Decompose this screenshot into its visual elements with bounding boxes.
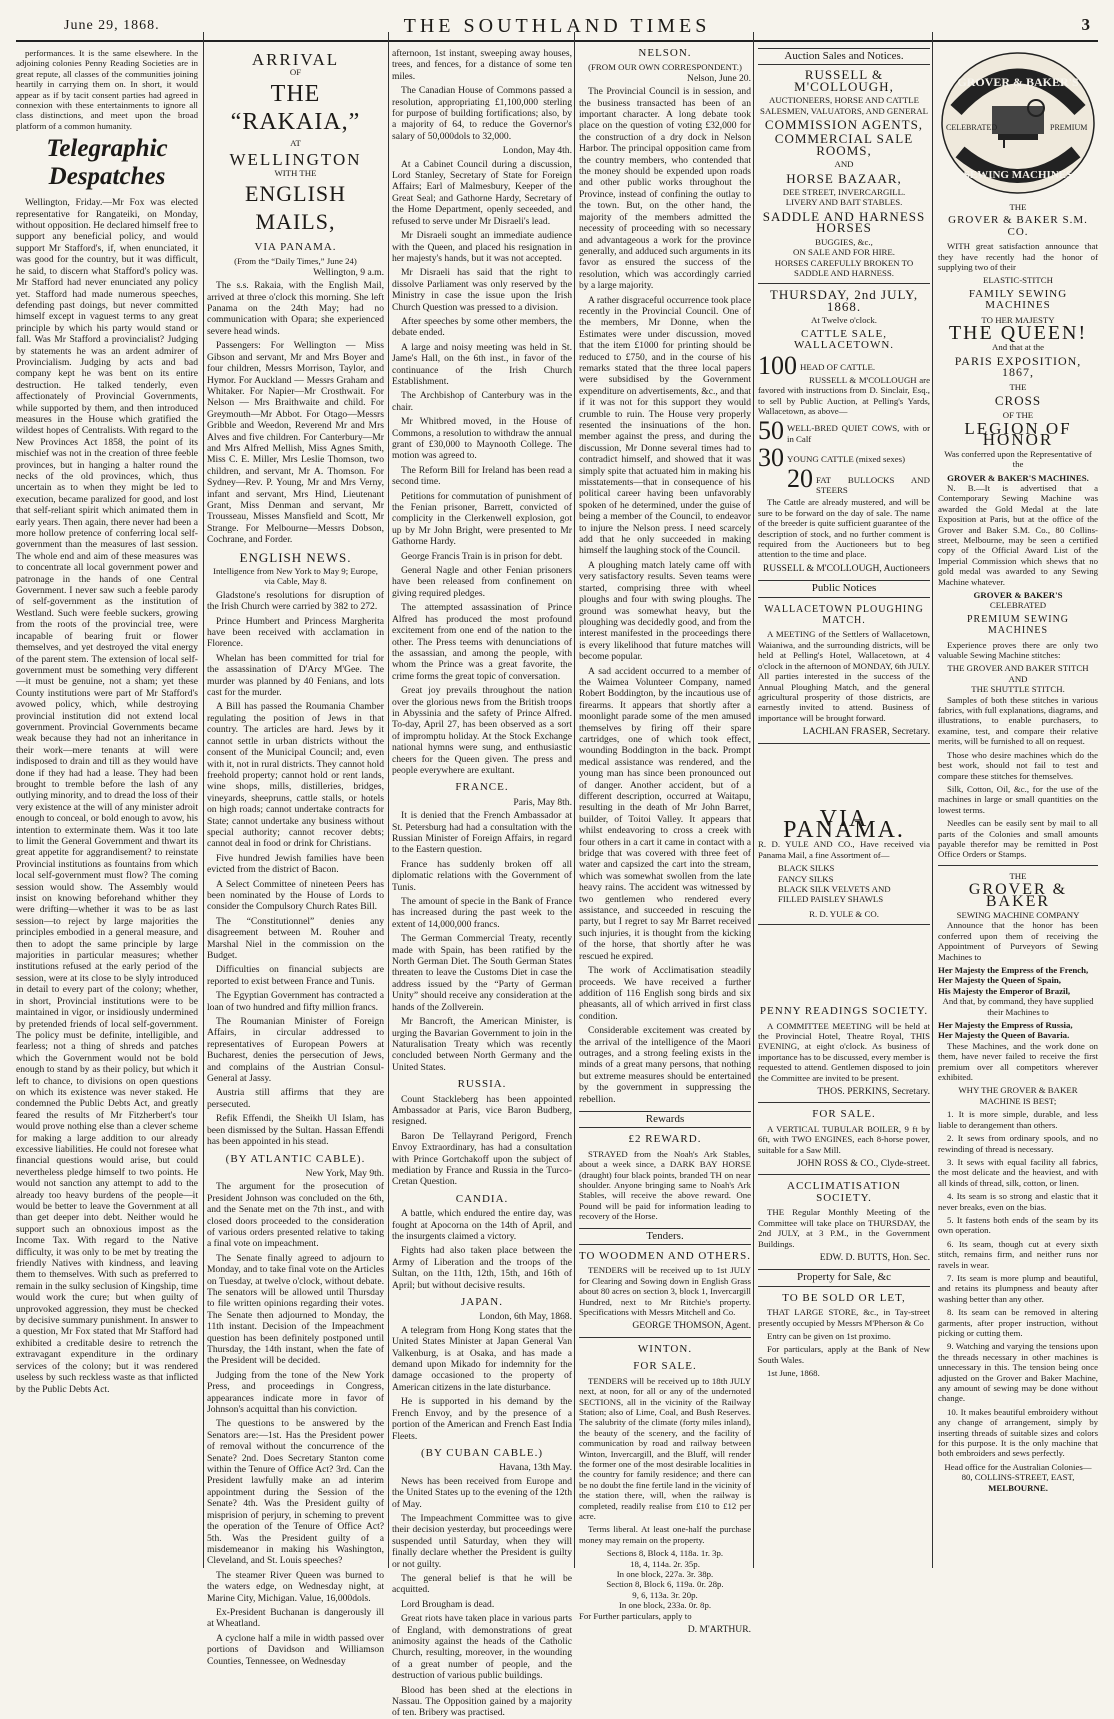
section-list-item: Sections 8, Block 4, 118a. 1r. 3p. (606, 1548, 724, 1559)
stock-count: 30 (758, 443, 784, 473)
dateline: New York, May 9th. (305, 1167, 384, 1179)
cattle-note: The Cattle are already mustered, and will be sure to be forward on the day of sale. The name of the breeder is quite sufficient guarantee of the description of stock, and no further comment is required from the Auctioneers but to beg attention to the time and place. (758, 497, 930, 560)
correspondent-note: (FROM OUR OWN CORRESPONDENT.) (588, 62, 742, 73)
sewing-machine-icon (992, 106, 1044, 134)
nb-text: N. B.—It is advertised that a Contemporary Sewing Machine was awarded the Gold Medal at the late Exposition at Paris, but at the office of the Grover and Baker S.M. Co., 80 Collins-street, Melbourne, may be seen a certified copy of the Official Award List of the Imperial Commission which shews that no gold medal was awarded to any Sewing Machine whatever. (938, 482, 1098, 587)
royal-patron: Her Majesty the Empress of Russia, (938, 1020, 1073, 1031)
royal-patron: Her Majesty the Queen of Spain, (938, 975, 1061, 986)
those-text: Those who desire machines which do the best work, should not fail to test and compare these stitches for themselves. (938, 749, 1098, 781)
conferred-text: Was conferred upon the Representative of the (944, 448, 1092, 470)
stock-label: FAT BULLOCKS AND STEERS (816, 474, 930, 495)
news-item: The steamer River Queen was burned to the waters edge, on Wednesday night, at Marine City, Michigan. Value, 16,000dols. (207, 1569, 384, 1604)
section-list-item: 18, 4, 114a. 2r. 35p. (630, 1558, 700, 1569)
headline-with-the: WITH THE (274, 167, 317, 178)
penny-readings-signature: THOS. PERKINS, Secretary. (817, 1086, 930, 1098)
news-item: The attempted assassination of Prince Alfred has produced the most profound excitement from one end of the nation to the other. The Press teems with denunciations of the assassian, and among the people, with whom the Prince was a great favorite, the crime forms the great topic of conversation. (392, 602, 572, 682)
passenger-list: Passengers: For Wellington — Miss Gibson and servant, Mr and Mrs Boyer and four children, Messrs Morrison, Taylor, and Hymor. For Auckland — Messrs Graham and Whitaker. For Napier—Mr Crosthwait. For Nelson — Mrs Braithwaite and child. For Greymouth—Mr Abbot. For Otago—Messrs Gribble and Weedon, Reverend Mr and Mrs Alves and five children. For Canterbury—Mr and Mrs Alfred Mellish, Miss Agnes Smith, Miss C. E. Miller, Mrs Leslie Thomson, two children, and servant, Mr A. Thomson. For Sydney—Rev. P. Young, Mr and Mrs Verny, infant and servant, Mrs Hind, Lieutenant Grant, Miss Denman and servant, Mr Trousseau, Misses Mansfield and Scott, Mr Strange. For Melbourne—Messrs Dobson, Cochrane, and Forder. (207, 340, 384, 546)
news-item: The Senate finally agreed to adjourn to Monday, and to take final vote on the Articles on Tuesday, at twelve o'clock, without debate. The senators will be allowed until Thursday to file written opinions regarding their votes. The Senate then adjourned to Monday, the 11th instant. Decision of the Impeachment question has been definitely postponed until Thursday, the 14th instant, when the fate of the President will be decided. (207, 1252, 384, 1367)
stock-line (758, 416, 930, 446)
news-item: Gladstone's resolutions for disruption of the Irish Church were carried by 382 to 272. (207, 589, 384, 613)
livery-text: LIVERY AND BAIT STABLES. (785, 197, 903, 208)
paris-exposition: PARIS EXPOSITION, 1867, (954, 353, 1082, 380)
headline-france: FRANCE. (455, 781, 509, 794)
office-city: MELBOURNE. (988, 1482, 1048, 1493)
news-item: Austria still affirms that they are persecuted. (207, 1087, 384, 1110)
celebrated: CELEBRATED (989, 600, 1047, 611)
yule-signature: R. D. YULE & CO. (809, 908, 879, 919)
the-text: THE (1009, 870, 1027, 881)
news-item: afternoon, 1st instant, sweeping away houses, trees, and fences, for a distance of some ten miles. (392, 48, 572, 82)
acclimatisation-signature: EDW. D. BUTTS, Hon. Sec. (819, 1251, 930, 1263)
news-item: A Select Committee of nineteen Peers has been nominated by the House of Lords to consider the Compulsory Church Rates Bill. (207, 878, 384, 913)
news-item: Count Stackleberg has been appointed Ambassador at Paris, vice Baron Budberg, resigned. (392, 1093, 572, 1128)
section-list-item: In one block, 227a. 3r. 38p. (616, 1569, 714, 1579)
news-item: The Reform Bill for Ireland has been read a second time. (392, 464, 572, 488)
news-item: The amount of specie in the Bank of France has increased during the past week to the extent of 14,000,000 francs. (392, 896, 572, 930)
tender-title: TO WOODMEN AND OTHERS. (579, 1250, 751, 1263)
news-item: The Archbishop of Canterbury was in the chair. (392, 390, 572, 413)
section-heading-auction: Auction Sales and Notices. (758, 48, 930, 65)
boiler-signature: JOHN ROSS & CO., Clyde-street. (797, 1158, 930, 1170)
buggies-text: BUGGIES, &c., (815, 236, 873, 247)
article-paragraph: Considerable excitement was created by the arrival of the intelligence of the Maori outrages, and a strong feeling exists in the minds of a great many persons, that nothing but extreme measures should be entertained by the government in suppressing the rebellion. (579, 1025, 751, 1105)
apply-signature: D. M'ARTHUR. (687, 1624, 751, 1636)
for-sale-heading: FOR SALE. (633, 1360, 697, 1373)
logo-right-text: PREMIUM (1050, 123, 1088, 132)
headline-nelson: NELSON. (638, 47, 692, 59)
article-paragraph: The s.s. Rakaia, with the English Mail, arrived at three o'clock this morning. She left Panama on the 24th May; had no communication with Opara; she experienced severe head winds. (207, 280, 384, 337)
to-be-sold-heading: TO BE SOLD OR LET, (782, 1291, 906, 1304)
news-item: General Nagle and other Fenian prisoners have been released from confinement on giving required pledges. (392, 565, 572, 599)
company-name: GROVER & BAKER S.M. CO. (948, 214, 1088, 238)
divider (758, 1102, 930, 1103)
news-item: The general belief is that he will be acquitted. (392, 1572, 572, 1596)
divider (579, 1337, 751, 1338)
column-3 (392, 48, 572, 1719)
dateline: London, May 4th. (502, 145, 572, 157)
news-item: Five hundred Jewish families have been evicted from the district of Bacon. (207, 852, 384, 876)
yule-item: BLACK SILK VELVETS AND (778, 883, 891, 894)
head-office: Head office for the Australian Colonies— (944, 1461, 1092, 1472)
article-paragraph: A rather disgraceful occurrence took place recently in the Provincial Council. One of the members, Mr Donne, when the Estimates were under discussion, moved that the item £1000 for printing should be reduced to £750, and in the course of his remarks stated that the three local papers were subsidised by the Government expenditure on advertisements, &c., and that if it was not for this support they would crumble to ruin. The House very properly resented the insinuations of the hon. member against the press, and during the discussion, Mr Donne several times had to contradict himself, and showed that it was simply spite that actuated him in making his misstatements—that in consequence of his political career having been unfavorably spoken of he determined, under the guise of being a member of the Council, to endeavor to injure the Nelson press. I need scarcely add that he only succeeded in making himself the laughing stock of the Council. (579, 294, 751, 557)
royal-patron: Her Majesty the Empress of the French, (938, 965, 1089, 975)
article-paragraph: A ploughing match lately came off with very satisfactory results. Seven teams were started, comprising three with wheel ploughs and four with swing ploughs. The ground was somewhat heavy, but the ploughing was decidedly good, and from the interest manifested in the proceedings there is every likelihood that future matches will become popular. (579, 559, 751, 663)
news-item: Fights had also taken place between the Army of Liberation and the troops of the Sultan, on the 11th, 12th, 15th, and 16th of April; but without decisive results. (392, 1245, 572, 1291)
tender-text: TENDERS will be received up to 1st JULY for Clearing and Sowing down in English Grass about 80 acres on section 3, block 1, Invercargill Hundred, next to Mr Ritchie's property. Specifications with Messrs Mitchell and Co. (579, 1265, 751, 1318)
ploughing-match-signature: LACHLAN FRASER, Secretary. (802, 726, 930, 738)
news-item: A cyclone half a mile in width passed over portions of Davidson and Williamson Counties, Tennessee, on Wednesday (207, 1632, 384, 1667)
news-item: The “Constitutionnel” denies any disagreement between M. Rouher and Marshal Niel in the commission on the Budget. (207, 915, 384, 961)
premium-machines: PREMIUM SEWING MACHINES (966, 613, 1070, 637)
stock-line (758, 351, 930, 381)
news-item: The Egyptian Government has contracted a loan of two hundred and fifty million francs. (207, 990, 384, 1013)
firm-description: AUCTIONEERS, HORSE AND CATTLE SALESMEN, VALUATORS, AND GENERAL (760, 95, 928, 116)
tender-signature: GEORGE THOMSON, Agent. (632, 1320, 751, 1332)
ploughing-match-text: A MEETING of the Settlers of Wallacetown, Waianiwa, and the surrounding districts, will be held at Pelling's Hotel, Wallacetown, at 4 o'clock in the afternoon of MONDAY, 6th JULY. All parties interested in the success of the Annual Ploughing Match, and the general agricultural prosperity of those districts, are earnestly invited to attend. Business of importance will be brought forward. (758, 629, 930, 723)
news-item: Great joy prevails throughout the nation over the glorious news from the British troops in Abyssinia and the safety of Prince Alfred. To-day, April 27, has been observed as a sort of impromptu holiday. At the Stock Exchange national hymns were sung, and enthusiastic cheers for the Queen given. The press and people everywhere are exultant. (392, 685, 572, 776)
article-paragraph: The Provincial Council is in session, and the business transacted has been of an important character. A long debate took place on the question of voting £32,000 for the construction of a dry dock in Nelson Harbor. The principal opposition came from the country members, who contended that the money should be expended upon roads and other public works throughout the Province, instead of confining the outlay to the town. But, on the other hand, the majority of the members admitted the necessity of proceeding with so necessary and advantageous a work for the province generally, and adduced such arguments in its favor as ensured the success of the resolution, which was accordingly carried by a large majority. (579, 86, 751, 292)
news-item: Refik Effendi, the Sheikh Ul Islam, has been dismissed by the Sultan. Hassan Effendi has been appointed in his stead. (207, 1113, 384, 1148)
article-paragraph: The work of Acclimatisation steadily proceeds. We have received a further addition of 116 English song birds and six pheasants, all of which arrived in first class condition. (579, 965, 751, 1022)
news-item: Prince Humbert and Princess Margherita have been received with acclamation in Florence. (207, 615, 384, 650)
reason-item: 9. Watching and varying the tensions upon the threads necessary in other machines is unnecessary in this. The tension being once adjusted on the Grover and Baker Machine, any amount of sewing may be done without change. (938, 1341, 1098, 1404)
divider (758, 283, 930, 284)
section-list-item: In one block, 233a. 0r. 8p. (618, 1600, 712, 1611)
news-item: A battle, which endured the entire day, was fought at Apocorna on the 14th of April, and the insurgents claimed a victory. (392, 1208, 572, 1242)
sale-date: THURSDAY, 2nd JULY, 1868. (769, 287, 919, 314)
honor-text: Announce that the honor has been conferred upon them of receiving the Appointment of Purveyors of Sewing Machines to (938, 920, 1098, 962)
boiler-text: A VERTICAL TUBULAR BOILER, 9 ft by 6ft, with TWO ENGINES, each 8-horse power, suitable for a Saw Mill. (758, 1123, 930, 1155)
news-item: Mr Disraeli has said that the right to dissolve Parliament was only reserved by the Ministry in case the issue upon the Irish Church Question was pressed to a division. (392, 267, 572, 313)
column-4 (579, 47, 751, 1636)
stitch-type: THE GROVER AND BAKER STITCH (947, 663, 1089, 674)
penny-readings-heading: PENNY READINGS SOCIETY. (759, 1005, 929, 1018)
blank-space (758, 749, 930, 811)
royal-patron: Her Majesty the Queen of Bavaria. (938, 1030, 1070, 1041)
and-text: AND (1008, 673, 1028, 684)
harness-text: SADDLE AND HARNESS. (794, 267, 894, 278)
legion-of-honor: LEGION OF HONOR (964, 418, 1072, 450)
news-item: News has been received from Europe and the United States up to the evening of the 12th of May. (392, 1475, 572, 1510)
cattle-sale-heading: CATTLE SALE, WALLACETOWN. (793, 327, 895, 351)
news-item: The Roumanian Minister of Foreign Affairs, in circular addressed to representatives of European Powers at Bucharest, denies the persecution of Jews, and complains of the Austrian Consul-General at Jassy. (207, 1016, 384, 1085)
the-queen: THE QUEEN! (948, 322, 1088, 345)
stitch-type: THE SHUTTLE STITCH. (971, 684, 1065, 695)
news-item: Great riots have taken place in various parts of England, with demonstrations of great animosity against the heads of the Catholic Church, resulting, moreover, in the wounding of a great number of people, and the destruction of various public buildings. (392, 1613, 572, 1682)
needles-text: Needles can be easily sent by mail to all parts of the Colonies and small amounts payable therefor may be remitted in Post Office Orders or Stamps. (938, 818, 1098, 860)
news-item: Ex-President Buchanan is dangerously ill at Wheatland. (207, 1606, 384, 1630)
stock-label: HEAD OF CATTLE. (800, 362, 876, 373)
paris-and: And that at the (991, 342, 1045, 353)
elastic-stitch: ELASTIC-STITCH (983, 275, 1053, 286)
broken-text: HORSES CAREFULLY BROKEN TO (774, 257, 914, 268)
news-item: Baron De Tellayrand Perigord, French Envoy Extraordinary, has had a consultation with Prince Gortchakoff upon the subject of mediation by France and Russia in the Turco-Cretan Question. (392, 1130, 572, 1188)
reason-item: 2. It sews from ordinary spools, and no rewinding of thread is necessary. (938, 1133, 1098, 1154)
headline-candia: CANDIA. (455, 1192, 509, 1205)
penny-readings-text: A COMMITTEE MEETING will be held at the Provincial Hotel, Theatre Royal, THIS EVENING, at eight o'clock. As business of importance has to be discussed, every member is requested to attend. Gentlemen disposed to join the Committee are invited to be present. (758, 1020, 930, 1083)
store-text: THAT LARGE STORE, &c., in Tay-street presently occupied by Messrs M'Pherson & Co (758, 1307, 930, 1328)
reason-item: 8. Its seam can be removed in altering garments, after proper instruction, without picking or cutting them. (938, 1307, 1098, 1338)
to-her-majesty: TO HER MAJESTY (981, 314, 1055, 325)
horse-bazaar: HORSE BAZAAR, (786, 170, 902, 186)
stock-line (758, 443, 930, 473)
news-item: The Impeachment Committee was to give their decision yesterday, but proceedings were suspended until Saturday, when they will finally declare whether the President is guilty or not guilty. (392, 1512, 572, 1570)
saddle-harness: SADDLE AND HARNESS HORSES (762, 208, 926, 236)
article-paragraph: Wellington, Friday.—Mr Fox was elected representative for Rangateiki, on Monday, without opposition. He declared himself free to support any beneficial policy, and would support Mr Stafford's, if, when enunciated, it was good for the country, but it was difficult, he said, to discern what Stafford's policy was. Mr Stafford had never enunciated any policy yet. Stafford had made numerous speeches, defending past doings, but never committed himself except in vaguest terms to any great principle by which his party would stand or fall. Was Mr Stafford a provincialist? Judging by statements he was an ardent admirer of Provincialism. Judging by acts and bad company kept he was bent on its entire destruction. He talked tenderly, even affectionately of Provincial Governments, while supported by them, and then introduced measures in the House which gratified the wildest hopes of Centralists. With regard to the New Provinces Act 1858, the point of its mischief was not in the creation of three feeble provinces, but in hanging a halter round the necks of the old provinces, which, thus uncertain as to when they might be led to execution, became paralized for good, and lost that self-reliant spirit which animated them in early years. Then again, there never had been a more hollow pretence of conferring local self-government than the measures of last session. The whole end and aim of these measures was to concentrate all local government power and patronage in the hands of one Central Government. I never saw such a feeble parody of self-government as the institution of Westland. Such were feeble suckers, growing from the roots of the provincial tree, were incapable of bearing fruit or flower themselves, and yet destroyed the vital energy of the parent stem. The extension of local self-government must be something very different—it must be genuine, not a sham; yet these County institutions were part of Mr Stafford's avowed policy, which, while destroying provincial institution did not extend local government. Provincial Governments became weak because they had not an inheritance in their work—mere tenants at will were indisposed to drain and till as they would have done if they had had a lease. They had been brought to tremble before the lash of any outlying minority, and to dread the loss of their very existence at the will of any minister adroit enough to conceal, or bold enough to avow, his intention to exterminate them. Was it too late to limit the General Government and thwart its great appetite for aggrandisement? to reinstate Provincial institutions as fountains from which local self-government must flow? The coming session would show. The Assembly would insist on knowing beforehand whither they were drifting—whether it was to be as last session—to reject by large majorities the principles embodied in a general measure, and then to adopt the same principle by large majorities in particular measures; whether institutions refused at the early period of the session, were at its close to be slyly introduced in detail to every part of the colony; whether, in short, Provincial institutions were to be maintained in vigor, or insidiously undermined by pretended friends of local self-government. The policy must be definite, intelligible, and fearless; not a thing of shreds and patches which the Government would not be bold enough to stand by as their policy, but which it left to chance, to divisions on open questions on which its existence was never staked. He condemned the Public Debts Act, and greatly feared the results of Mr Fitzherbert's tour would prove nothing else than a clever scheme for making a large addition to our already excessive liabilities. He could not foresee what financial questions would arise, but could nevertheless pledge himself to two points. He would not sanction any attempt to add to the already too heavy burdens of the people—it would be better to leave the Government at all than get deeper into debt. Neither would he support such an obnoxious impost as the Income Tax. With regard to the Native difficulty, it was only to be met by treating the friendly Natives with kindness, and leaving them to themselves. With such as preferred to remain in the sulky seclusion of Kingship, time would work the cure; but when guilty of unprovoked aggression, they must be checked by decisive summary punishment. In answer to a question, Mr Fox stated that Mr Stafford had exhibited a creditable desire to retrench the extravagant expenditure in the ordinary services of the colony; but it was rendered useless by such reckless waste as that inflicted by the Public Debts Act. (16, 197, 198, 1395)
ploughing-match-title: WALLACETOWN PLOUGHING MATCH. (764, 603, 924, 627)
sewing-machine-logo (938, 48, 1098, 198)
section-heading-public-notices: Public Notices (758, 580, 930, 597)
commission-agents: COMMISSION AGENTS, (764, 117, 924, 133)
apply-text: For Further particulars, apply to (579, 1610, 692, 1621)
headline-english-mails: ENGLISH MAILS, (244, 181, 347, 235)
yule-item: BLACK SILKS (778, 863, 835, 874)
news-item: Lord Brougham is dead. (401, 1598, 495, 1610)
reward-text: STRAYED from the Noah's Ark Stables, about a week since, a DARK BAY HORSE (draught) four black points, branded TH on near shoulder. Anyone bringing same to Noah's Ark Stables, will receive the above reward. One Pound will be paid for information leading to recovery of the Horse. (579, 1148, 751, 1222)
headline-russia: RUSSIA. (457, 1078, 507, 1091)
news-item: Blood has been shed at the elections in Nassau. The Opposition gained by a majority of ten. Bribery was practised. (392, 1684, 572, 1719)
section-list-item: 9, 6, 113a. 3r. 20p. (632, 1589, 698, 1600)
news-item: France has suddenly broken off all diplomatic relations with the Government of Tunis. (392, 858, 572, 893)
newspaper-title: THE SOUTHLAND TIMES (403, 15, 711, 37)
news-item: Petitions for commutation of punishment of the Fenian prisoner, Barrett, convicted of complicity in the Clerkenwell explosion, got up by Mr John Bright, were presented to Mr Gathorne Hardy. (392, 490, 572, 548)
and-text: AND (834, 159, 854, 170)
royal-patron: His Majesty the Emperor of Brazil, (938, 985, 1071, 996)
the-text: THE (1009, 381, 1027, 392)
reason-item: 7. Its seam is more plump and beautiful, and retains its plumpness and beauty after washing better than any other. (938, 1272, 1098, 1304)
why-heading: WHY THE GROVER & BAKER MACHINE IS BEST; (958, 1085, 1078, 1106)
masthead (16, 14, 1098, 42)
logo-top-text: GROVER & BAKER'S (957, 75, 1079, 89)
headline-arrival: ARRIVAL (251, 50, 340, 69)
acclimatisation-text: THE Regular Monthly Meeting of the Committee will take place on THURSDAY, the 2nd JULY, at 3 P.M., in the Government Buildings. (758, 1207, 930, 1249)
office-address: 80, COLLINS-STREET, EAST, (961, 1472, 1075, 1483)
grover-baker-machines: GROVER & BAKER'S MACHINES. (947, 472, 1089, 483)
news-item: A large and noisy meeting was held in St. Jame's Hall, on the 6th inst., in favor of the continuance of the Irish Church Establishment. (392, 341, 572, 387)
section-list-item: Section 8, Block 6, 119a. 0r. 28p. (606, 1579, 724, 1590)
samples-text: Samples of both these stitches in various fabrics, with full explanations, diagrams, and illustrations, to enable purchasers, to examine, test, and compare their relative merits, will be furnished to all on request. (938, 694, 1098, 747)
news-item: A Bill has passed the Roumania Chamber regulating the position of Jews in that country. The articles are hard. Jews by it cannot settle in urban districts without the consent of the Municipal Council; and, even with it, not in rural districts. They cannot hold freehold property; cannot hold or rent lands, wine shops, mills, distilleries, bridges, vineyards, sheepruns, cattle stalls, or hotels on high roads; cannot undertake contracts for State; cannot undertake any business without special authority; cannot recover debts; cannot deal in food or drink for Christians. (207, 701, 384, 850)
divider (758, 743, 930, 744)
divider (938, 865, 1098, 866)
headline-via-panama: VIA PANAMA. (254, 241, 337, 254)
winton-heading: WINTON. (637, 1342, 693, 1355)
sale-terms: Terms liberal. At least one-half the purchase money may remain on the property. (579, 1524, 751, 1545)
announcement-text: WITH great satisfaction announce that they have recently had the honor of supplying two of their (938, 241, 1098, 273)
on-sale-text: ON SALE AND FOR HIRE. (793, 247, 895, 258)
experience-text: Experience proves there are only two valuable Sewing Machine stitches: (938, 639, 1098, 661)
grover-baker-big: GROVER & BAKER (968, 881, 1068, 910)
news-item: After speeches by some other members, the debate ended. (392, 315, 572, 339)
news-item: Mr Disraeli sought an immediate audience with the Queen, and placed his resignation in her majesty's hands, but it was not accepted. (392, 230, 572, 264)
section-heading-property: Property for Sale, &c (758, 1269, 930, 1286)
headline-cuban-cable: (BY CUBAN CABLE.) (420, 1446, 543, 1459)
company-subtitle: SEWING MACHINE COMPANY (956, 909, 1080, 920)
logo-bottom-text: SEWING MACHINES (963, 169, 1073, 181)
column-1 (16, 48, 198, 1554)
reason-item: 5. It fastens both ends of the seam by its own operation. (938, 1214, 1098, 1236)
street-address: DEE STREET, INVERCARGILL. (782, 187, 906, 198)
news-item: It is denied that the French Ambassador at St. Petersburg had had a consultation with the Russian Minister of Foreign Affairs, in regard to the Eastern question. (392, 810, 572, 856)
headline-atlantic-cable: (BY ATLANTIC CABLE). (225, 1152, 366, 1165)
instructions-text: RUSSELL & M'COLLOUGH are favored with instructions from D. Sinclair, Esq., to sell by Public Auction, at Pelling's Yards, Wallacetown, as above— (758, 374, 930, 416)
yule-intro: R. D. YULE AND CO., Have received via Panama Mail, a fine Assortment of— (758, 839, 930, 860)
news-item: The German Commercial Treaty, recently made with Spain, has been ratified by the North German Diet. The South German States threaten to leave the Customs Diet in case the address issued by the “Party of German Unity” should receive any consideration at the hands of the Zollverein. (392, 933, 572, 1013)
silk-text: Silk, Cotton, Oil, &c., for the use of the machines in large or small quantities on the lowest terms. (938, 783, 1098, 815)
column-5 (758, 48, 930, 1554)
stock-count: 20 (787, 463, 813, 493)
column-6 (938, 48, 1098, 1554)
reason-item: 4. Its seam is so strong and elastic that it never breaks, even on the bias. (938, 1191, 1098, 1212)
sale-time: At Twelve o'clock. (810, 315, 878, 326)
reason-item: 10. It makes beautiful embroidery without any change of arrangement, simply by inserting threads of suitable sizes and colors for this purpose. It is the only machine that both embroiders and sews perfectly. (938, 1406, 1098, 1459)
news-item: George Francis Train is in prison for debt. (401, 550, 563, 562)
source-note: (From the “Daily Times,” June 24) (234, 256, 357, 267)
dateline: London, 6th May, 1868. (479, 1311, 572, 1323)
headline-of: OF (289, 67, 302, 78)
article-paragraph: A sad accident occurred to a member of the Waimea Volunteer Company, named Robert Boddington, by the incautious use of firearms. It appears that shortly after a moonlight parade some of the men amused themselves by firing off their spare cartridges, one of which took effect, wounding Boddington in the back. Prompt medical assistance was rendered, and the young man has since been pronounced out of danger. Another accident, but of a different description, occurred at Waitapu, resulting in the death of Mr John Barret, builder, of Toitoi Valley. It appears that whilst endeavoring to cross a creek with four others in a cart it came in contact with a bridge that was covered with three feet of water and capsized the cart into the stream, which was somewhat swollen from the late heavy rains. The accident was witnessed by two gentlemen who rendered every assistance, and succeeded in rescuing the party, but I regret to say Mr Barret received such injuries, it is thought from the kicking of the horse, that shortly after he was rescued he expired. (579, 665, 751, 962)
headline-at: AT (290, 137, 301, 148)
sale-rooms: COMMERCIAL SALE ROOMS, (774, 131, 914, 158)
these-text: These Machines, and the work done on them, have never failed to receive the first premium over all competitors wherever exhibited. (938, 1040, 1098, 1083)
stock-label: WELL-BRED QUIET COWS, with or in Calf (787, 423, 930, 444)
page-number: 3 (1081, 15, 1090, 34)
news-item: The argument for the prosecution of President Johnson was concluded on the 6th, and the Senate met on the 7th inst., and with closed doors proceeded to the consideration of various orders presented relative to taking a final vote on impeachment. (207, 1181, 384, 1250)
blank-space (758, 930, 930, 1000)
news-item: Mr Whitbred moved, in the House of Commons, a resolution to withdraw the annual grant of £30,000 to Maynooth College. The motion was agreed to. (392, 416, 572, 462)
news-item: He is supported in his demand by the French Envoy, and by the presence of a portion of the American and French East India Fleets. (392, 1396, 572, 1442)
dateline: Paris, May 8th. (513, 796, 572, 808)
news-item: The Canadian House of Commons passed a resolution, appropriating £1,100,000 sterling for purpose of building fortifications; also, by a majority of 64, to reduce the Governor's salary of 50,000dols to 32,000. (392, 85, 572, 142)
news-item: A telegram from Hong Kong states that the United States Minister at Japan General Van Valkenburg, is at Osaka, and has made a demand upon Mikado for indemnity for the damage occasioned to the property of American citizens in the late disturbance. (392, 1324, 572, 1393)
the-text: THE (1009, 202, 1027, 212)
news-item: Judging from the tone of the New York Press, and proceedings in Congress, appearances indicate more in favor of Johnson's acquittal than his conviction. (207, 1369, 384, 1416)
notice-date: 1st June, 1868. (767, 1368, 820, 1379)
acclimatisation-heading: ACCLIMATISATION SOCIETY. (787, 1180, 901, 1204)
stock-count: 100 (758, 351, 797, 381)
headline-english-news: ENGLISH NEWS. (239, 549, 352, 565)
news-item: Whelan has been committed for trial for the assassination of D'Arcy M'Gee. The murder was planned by 40 Fenians, and lots cast for the murder. (207, 652, 384, 699)
entry-text: Entry can be given on 1st proximo. (767, 1330, 891, 1341)
issue-date: June 29, 1868. (64, 18, 160, 33)
yule-item: FANCY SILKS (778, 873, 834, 884)
family-machines: FAMILY SEWING MACHINES (968, 287, 1068, 312)
intro-paragraph: performances. It is the same elsewhere. In the adjoining colonies Penny Reading Societies are in great repute, all classes of the communities joining heartily in carrying them on. In short, it would appear as if by tacit consent parties had agreed in connexion with these entertainments to ignore all class distinctions, and meet upon the broad platform of a common humanity. (16, 48, 198, 131)
news-item: At a Cabinet Council during a discussion, Lord Stanley, Secretary of State for Foreign Affairs; Earl of Malmesbury, Keeper of the Great Seal; and Gathorne Hardy, Secretary of the Home Department, openly seceeded, and refused to serve under Mr Disraeli's lead. (392, 158, 572, 227)
dateline: Wellington, 9 a.m. (313, 266, 384, 278)
news-item: Mr Bancroft, the American Minister, is urging the Bavarian Government to join in the Naturalisation Treaty which was recently concluded between North Germany and the United States. (392, 1016, 572, 1073)
section-heading-rewards: Rewards (579, 1111, 751, 1128)
auctioneer-signature: RUSSELL & M'COLLOUGH, Auctioneers (762, 562, 930, 574)
news-item: The questions to be answered by the Senators are:—1st. Has the President power of removal without the concurrence of the Senate? 2nd. Does Secretary Stanton come within the Tenure of Office Act? 3rd. Can the President lawfully make an ad interim appointment during the Session of the Senate? 4th. Was the President guilty of misprision of perjury, in scheming to prevent the operation of the Tenure of Office Act? 5th. Was the President guilty of a misdemeanor in making his Washington, Cleveland, and St. Louis speeches? (207, 1418, 384, 1567)
headline-wellington: WELLINGTON (229, 150, 362, 170)
reason-item: 6. Its seam, though cut at every sixth stitch, remains firm, and neither runs nor ravels in wear. (938, 1238, 1098, 1270)
reward-title: £2 REWARD. (628, 1133, 702, 1146)
sale-text: TENDERS will be received up to 18th JULY next, at noon, for all or any of the undernoted SECTIONS, all in the vicinity of the Railway Station; also of Lime, Coal, and Bush Reserves. The salubrity of the climate (forty miles inland), the beauty of the scenery, and the facility of communication by road and railway between Winton, Invercargill, and the Bluff, will render the former one of the most desirable localities in the country for family residence; and there can be no doubt the fine fertile land in the vicinity of the station there, will, when the railway is completed, readily realise from £10 to £12 per acre. (579, 1375, 751, 1521)
news-intro: Intelligence from New York to May 9; Europe, via Cable, May 8. (213, 566, 378, 587)
reason-item: 1. It is more simple, durable, and less liable to derangement than others. (938, 1109, 1098, 1130)
dateline: Havana, 13th May. (499, 1462, 572, 1474)
news-item: Difficulties on financial subjects are reported to exist between France and Tunis. (207, 964, 384, 987)
section-heading: Telegraphic Despatches (46, 135, 168, 191)
logo-left-text: CELEBRATED (946, 123, 998, 132)
dateline: Nelson, June 20. (687, 72, 751, 84)
via-panama-heading: VIA PANAMA. (783, 805, 905, 843)
yule-item: FILLED PAISLEY SHAWLS (778, 894, 884, 905)
for-sale-heading: FOR SALE. (812, 1108, 876, 1121)
divider (758, 924, 930, 925)
firm-name: RUSSELL & M'COLLOUGH, (794, 67, 894, 94)
section-heading-tenders: Tenders. (579, 1228, 751, 1245)
divider (758, 1174, 930, 1175)
stock-count: 50 (758, 416, 784, 446)
headline-japan: JAPAN. (461, 1296, 503, 1309)
grover-baker: GROVER & BAKER'S (973, 590, 1063, 600)
column-2 (207, 48, 384, 1667)
particulars-text: For particulars, apply at the Bank of New South Wales. (758, 1344, 930, 1365)
also-text: And that, by command, they have supplied their Machines to (942, 996, 1094, 1017)
stock-label: YOUNG CATTLE (mixed sexes) (787, 454, 906, 465)
of-the-text: OF THE (1002, 409, 1034, 420)
headline-rakaia: THE “RAKAIA,” (230, 80, 361, 135)
cross-text: CROSS (994, 393, 1042, 409)
reason-item: 3. It sews with equal facility all fabrics, the most delicate and the heaviest, and with all kinds of thread, silk, cotton, or linen. (938, 1156, 1098, 1188)
